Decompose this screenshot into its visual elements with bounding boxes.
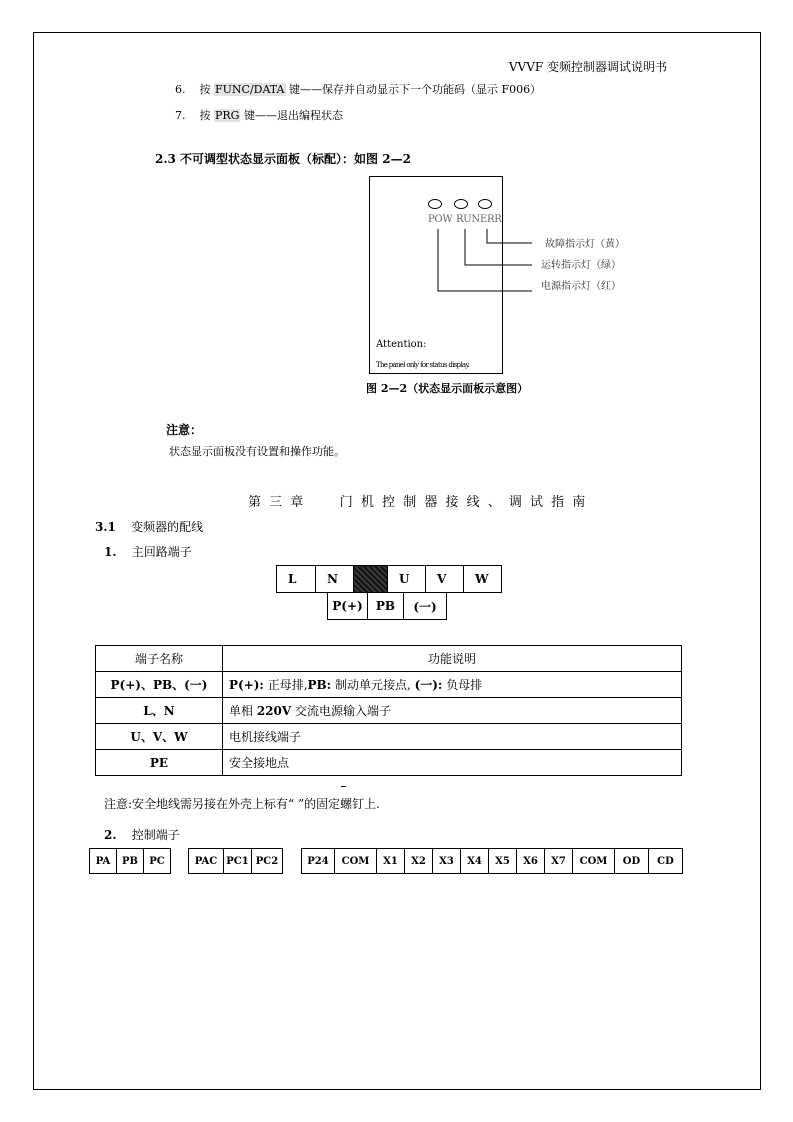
terminal-x6: X6 xyxy=(517,849,545,874)
main-terminal-top-row xyxy=(276,565,502,593)
desc-part: 单相 xyxy=(229,704,257,718)
control-terminal-group-2 xyxy=(188,848,283,874)
key-prg: PRG xyxy=(215,109,240,122)
terminal-pac: PAC xyxy=(189,849,224,874)
lamp-label-power: 电源指示灯（红） xyxy=(541,281,621,292)
step-num: 7. xyxy=(175,109,186,122)
row-desc xyxy=(223,724,682,750)
control-num: 2. xyxy=(104,828,117,842)
desc-part: (一): xyxy=(414,678,443,692)
terminal-x4: X4 xyxy=(461,849,489,874)
desc-part: 电机接线端子 xyxy=(229,730,302,744)
main-circuit-num: 1. xyxy=(104,545,117,559)
step-post: 键——保存并自动显示下一个功能码（显示 F006） xyxy=(285,83,542,96)
section-num: 3.1 xyxy=(95,520,116,534)
terminal-cd: CD xyxy=(649,849,683,874)
terminal-n: N xyxy=(316,566,354,593)
step-pre: 按 xyxy=(199,83,214,96)
lamp-label-fault: 故障指示灯（黄） xyxy=(545,239,625,250)
row-desc xyxy=(223,698,682,724)
led-label-run: RUN xyxy=(456,214,480,225)
control-terminal-group-1 xyxy=(89,848,171,874)
main-circuit-title: 主回路端子 xyxy=(131,545,192,559)
main-circuit-heading xyxy=(104,543,192,560)
section-title: 变频器的配线 xyxy=(131,520,204,534)
terminal-minus: (一) xyxy=(404,593,447,620)
terminal-p-plus: P(+) xyxy=(328,593,368,620)
chapter-heading xyxy=(248,491,597,510)
ground-symbol-icon xyxy=(341,786,346,787)
row-name: L、N xyxy=(96,698,223,724)
main-terminal-bottom-row xyxy=(327,592,447,620)
section-3-1 xyxy=(95,518,203,535)
terminal-x1: X1 xyxy=(377,849,405,874)
terminal-u: U xyxy=(388,566,426,593)
terminal-function-table xyxy=(95,645,682,776)
terminal-blank xyxy=(354,566,388,593)
desc-part: 交流电源输入端子 xyxy=(291,704,392,718)
note-title: 注意： xyxy=(166,423,203,437)
page-header: VVVF 变频控制器调试说明书 xyxy=(508,60,667,74)
table-row xyxy=(96,724,682,750)
note-body: 状态显示面板没有设置和操作功能。 xyxy=(169,445,345,458)
terminal-pa: PA xyxy=(90,849,117,874)
attention-title: Attention: xyxy=(376,339,427,350)
desc-part: 负母排 xyxy=(442,678,483,692)
terminal-od: OD xyxy=(615,849,649,874)
desc-part: PB: xyxy=(307,678,332,692)
control-title: 控制端子 xyxy=(131,828,180,842)
terminal-x2: X2 xyxy=(405,849,433,874)
header-function: 功能说明 xyxy=(223,646,682,672)
figure-caption: 图 2—2（状态显示面板示意图） xyxy=(366,382,529,395)
desc-part: P(+): xyxy=(229,678,264,692)
header-terminal-name: 端子名称 xyxy=(96,646,223,672)
step-post: 键——退出编程状态 xyxy=(240,109,343,122)
table-row xyxy=(96,698,682,724)
terminal-w: W xyxy=(464,566,502,593)
terminal-x5: X5 xyxy=(489,849,517,874)
step-pre: 按 xyxy=(199,109,214,122)
control-terminal-group-3 xyxy=(301,848,683,874)
row-name: PE xyxy=(96,750,223,776)
row-name: U、V、W xyxy=(96,724,223,750)
led-label-pow: POW xyxy=(428,214,453,225)
terminal-pc2: PC2 xyxy=(252,849,283,874)
section-2-3-title: 2.3 不可调型状态显示面板（标配）：如图 2—2 xyxy=(155,152,411,166)
led-label-err: ERR xyxy=(480,214,502,225)
terminal-p24: P24 xyxy=(302,849,335,874)
chapter-title: 门 机 控 制 器 接 线 、 调 试 指 南 xyxy=(339,495,588,510)
attention-text: The panel only for status display. xyxy=(376,361,470,369)
row-desc xyxy=(223,672,682,698)
step-num: 6. xyxy=(175,83,186,96)
terminal-x3: X3 xyxy=(433,849,461,874)
terminal-com-2: COM xyxy=(573,849,615,874)
terminal-l: L xyxy=(277,566,316,593)
desc-part: 220V xyxy=(256,704,292,718)
desc-part: 制动单元接点, xyxy=(331,678,415,692)
terminal-com: COM xyxy=(335,849,377,874)
chapter-label: 第 三 章 xyxy=(248,495,306,510)
terminal-v: V xyxy=(426,566,464,593)
desc-part: 正母排, xyxy=(263,678,308,692)
terminal-pb: PB xyxy=(117,849,144,874)
row-desc xyxy=(223,750,682,776)
key-func-data: FUNC/DATA xyxy=(215,83,285,96)
row-name: P(+)、PB、(一) xyxy=(96,672,223,698)
desc-part: 安全接地点 xyxy=(229,756,290,770)
terminal-pc1: PC1 xyxy=(224,849,252,874)
terminal-pb: PB xyxy=(368,593,404,620)
control-heading xyxy=(104,826,180,843)
terminal-pc: PC xyxy=(144,849,171,874)
ground-note: 注意:安全地线需另接在外壳上标有“ ”的固定螺钉上. xyxy=(104,797,380,811)
table-row xyxy=(96,750,682,776)
lamp-label-run: 运转指示灯（绿） xyxy=(541,260,621,271)
table-row xyxy=(96,672,682,698)
table-header-row xyxy=(96,646,682,672)
terminal-x7: X7 xyxy=(545,849,573,874)
